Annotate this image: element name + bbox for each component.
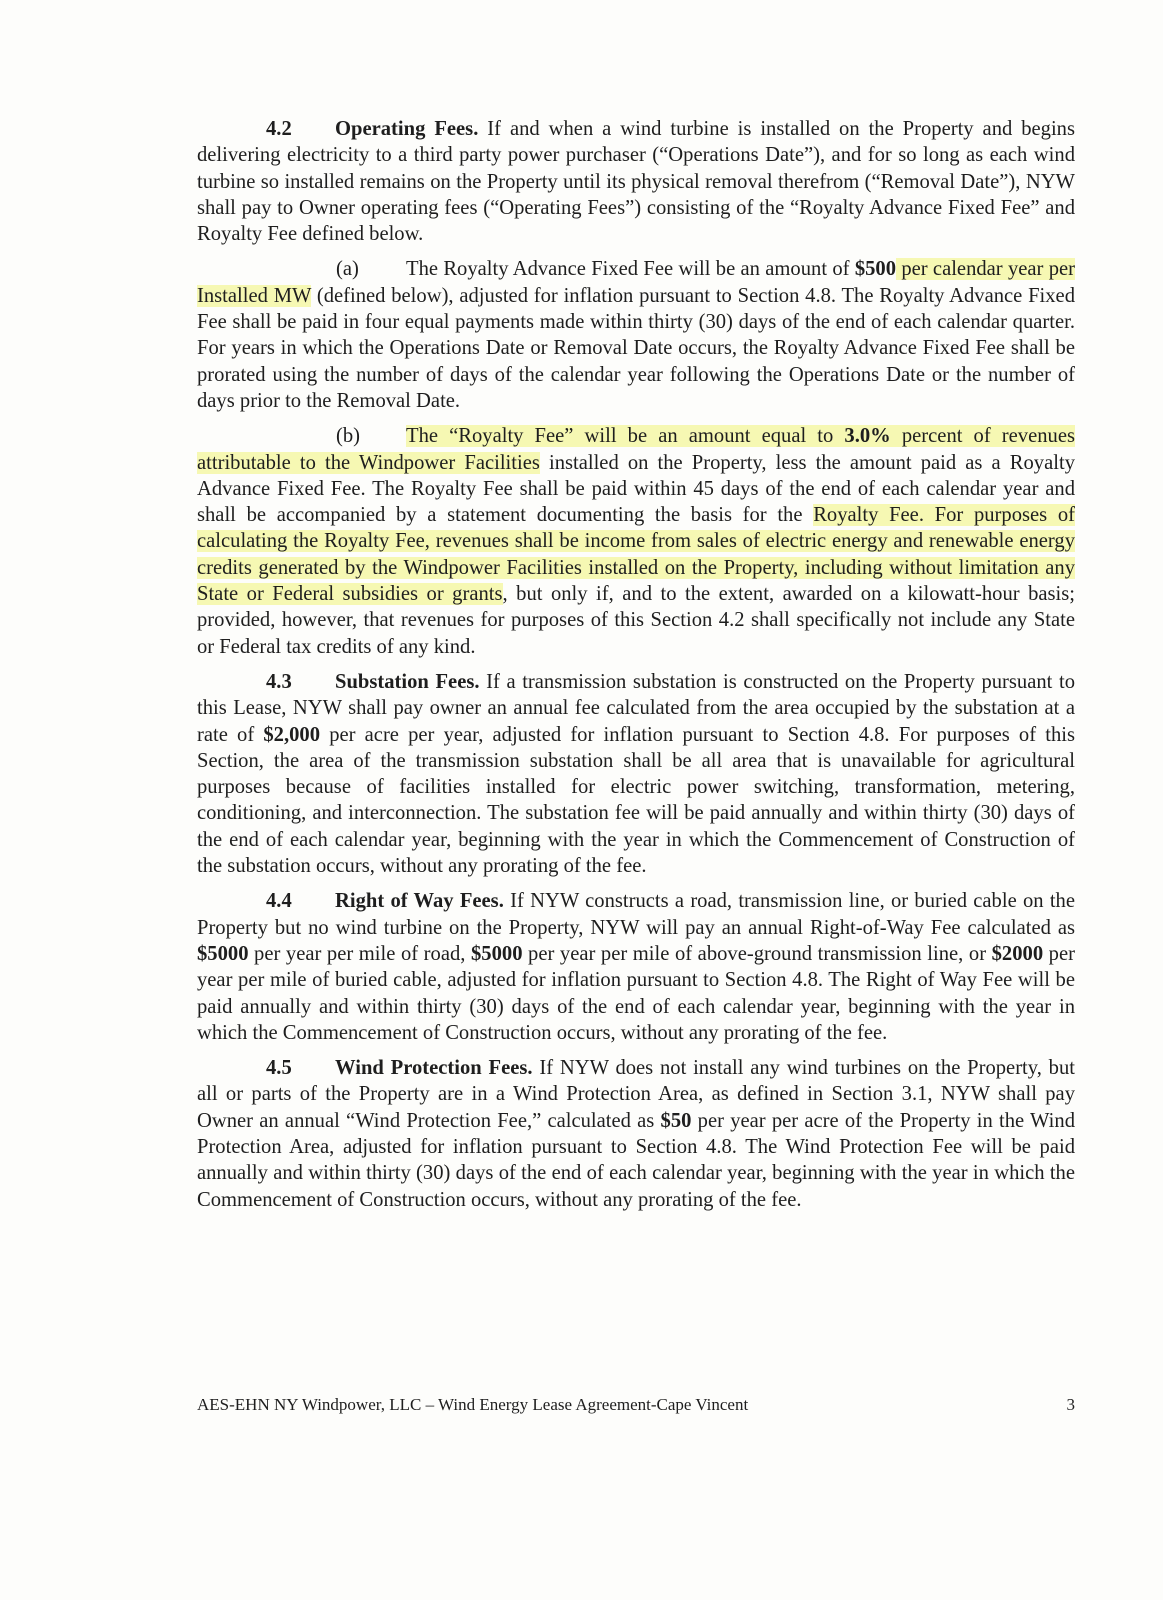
subsection-text: installed on the Property, less the amount paid as a Royalty Advance Fixed Fee. The Royalty Fee shall be paid within 45 days of the end of each calendar year and shall be accompanied by a statement documenting the basis for the	[197, 451, 1075, 527]
highlighted-text: Royalty Fee. For purposes of calculating the Royalty Fee, revenues shall be income from sales of electric energy and renewable energy credits generated by the Windpower Facilities installed on the Property, including without limitation any State or Federal subsidies or grants	[197, 504, 1075, 606]
subsection-text: (defined below), adjusted for inflation pursuant to Section 4.8. The Royalty Advance Fixed Fee shall be paid in four equal payments made within thirty (30) days of the end of each calendar quarter. For years in which the Operations Date or Removal Date occurs, the Royalty Advance Fixed Fee shall be prorated using the number of days of the calendar year following the Operations Date or the number of days prior to the Removal Date.	[197, 284, 1075, 412]
section-text: per acre per year, adjusted for inflation pursuant to Section 4.8. For purposes of this Section, the area of the transmission substation shall be all area that is unavailable for agricultural purposes because of facilities installed for electric power switching, transformation, metering, conditioning, and interconnection. The substation fee will be paid annually and within thirty (30) days of the end of each calendar year, beginning with the year in which the Commencement of Construction of the substation occurs, without any prorating of the fee.	[197, 723, 1076, 878]
section-number: 4.2	[266, 118, 292, 140]
fee-amount: $2000	[991, 942, 1044, 965]
section-heading: Substation Fees.	[335, 670, 480, 693]
subsection-label: (b)	[336, 425, 361, 448]
section-text: per year per mile of above-ground transmission line, or	[522, 942, 992, 965]
highlighted-text: per calendar year per Installed MW	[197, 258, 1076, 307]
section-heading: Wind Protection Fees.	[335, 1057, 533, 1080]
section-4-2-a	[197, 256, 1075, 414]
subsection-text: The Royalty Advance Fixed Fee will be an amount of	[406, 258, 855, 281]
section-number: 4.5	[266, 1057, 292, 1080]
fee-amount: $5000	[197, 942, 249, 965]
fee-amount: $500	[854, 258, 897, 281]
subsection-label: (a)	[336, 258, 359, 281]
section-4-2-b	[197, 423, 1075, 660]
fee-percent: 3.0%	[844, 425, 891, 448]
highlighted-text: percent of revenues attributable to the Windpower Facilities	[197, 425, 1075, 474]
section-text: per year per mile of road,	[248, 942, 471, 965]
section-text: per year per acre of the Property in the Wind Protection Area, adjusted for inflation pursuant to Section 4.8. The Wind Protection Fee will be paid annually and within thirty (30) days of the end of each calendar year, beginning with the year in which the Commencement of Construction occurs, without any prorating of the fee.	[197, 1109, 1075, 1211]
section-text: If and when a wind turbine is installed on the Property and begins delivering electricity to a third party power purchaser (“Operations Date”), and for so long as each wind turbine so installed remains on the Property until its physical removal therefrom (“Removal Date”), NYW shall pay to Owner operating fees (“Operating Fees”) consisting of the “Royalty Advance Fixed Fee” and Royalty Fee defined below.	[197, 118, 1075, 246]
section-text: per year per mile of buried cable, adjusted for inflation pursuant to Section 4.8. The Right of Way Fee will be paid annually and within thirty (30) days of the end of each calendar year, beginning with the year in which the Commencement of Construction occurs, without any prorating of the fee.	[197, 942, 1075, 1044]
document-body	[197, 116, 1075, 1222]
subsection-text: , but only if, and to the extent, awarded on a kilowatt-hour basis; provided, however, that revenues for purposes of this Section 4.2 shall specifically not include any State or Federal tax credits of any kind.	[197, 583, 1076, 658]
page-footer	[197, 1395, 1075, 1415]
section-4-3	[197, 669, 1075, 879]
highlighted-text: The “Royalty Fee” will be an amount equal to	[406, 425, 845, 448]
section-4-5	[197, 1055, 1075, 1213]
section-number: 4.3	[266, 670, 292, 693]
section-text: If NYW constructs a road, transmission line, or buried cable on the Property but no wind turbine on the Property, NYW will pay an annual Right-of-Way Fee calculated as	[197, 890, 1075, 939]
fee-amount: $50	[660, 1109, 692, 1132]
page-number: 3	[1066, 1395, 1075, 1414]
footer-text: AES-EHN NY Windpower, LLC – Wind Energy Lease Agreement-Cape Vincent	[197, 1395, 749, 1414]
section-4-2	[197, 116, 1075, 247]
section-4-4	[197, 888, 1075, 1046]
section-number: 4.4	[266, 890, 292, 913]
section-text: If a transmission substation is constructed on the Property pursuant to this Lease, NYW shall pay owner an annual fee calculated from the area occupied by the substation at a rate of	[197, 670, 1075, 746]
section-heading: Operating Fees.	[335, 118, 479, 140]
fee-amount: $5000	[471, 942, 523, 965]
section-heading: Right of Way Fees.	[335, 890, 504, 913]
fee-amount: $2,000	[263, 723, 321, 746]
section-text: If NYW does not install any wind turbines on the Property, but all or parts of the Property are in a Wind Protection Area, as defined in Section 3.1, NYW shall pay Owner an annual “Wind Protection Fee,” calculated as	[197, 1057, 1075, 1132]
